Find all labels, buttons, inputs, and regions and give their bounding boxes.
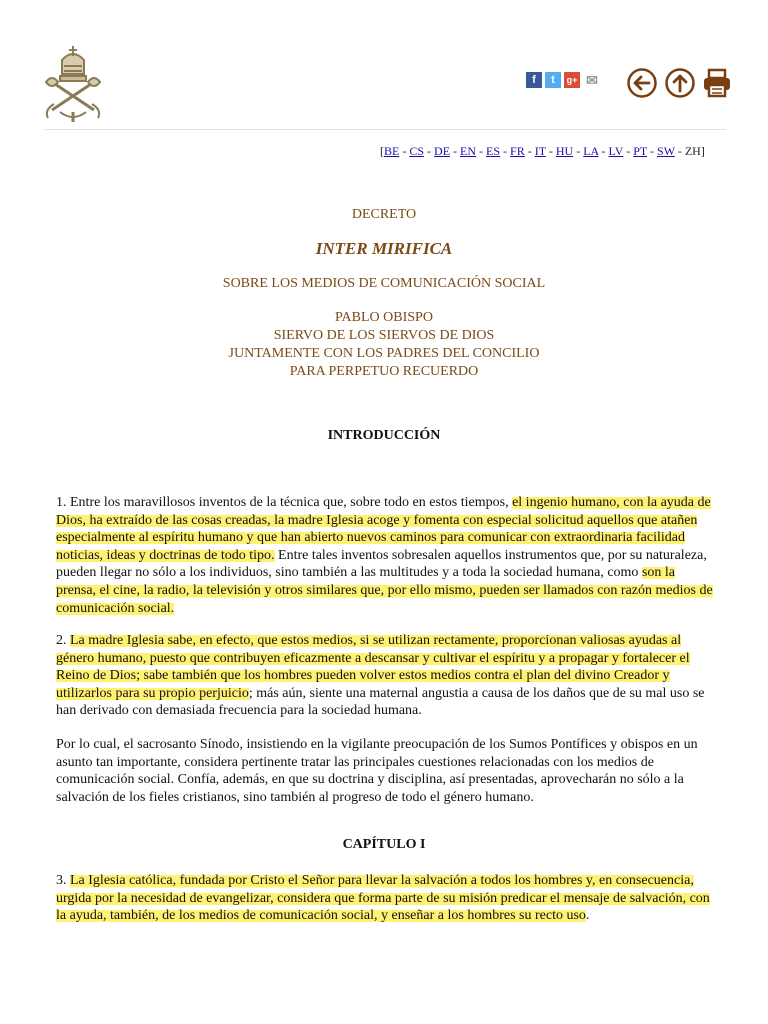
text-run: 1. Entre los maravillosos inventos de la técnica que, sobre todo en estos tiempos,: [56, 495, 513, 510]
author-line: PARA PERPETUO RECUERDO: [289, 364, 479, 379]
lang-link-lv[interactable]: LV: [608, 144, 624, 158]
author-line: SIERVO DE LOS SIERVOS DE DIOS: [273, 328, 495, 343]
up-arrow-icon[interactable]: [664, 67, 696, 99]
document-subtitle: SOBRE LOS MEDIOS DE COMUNICACIÓN SOCIAL: [222, 276, 546, 291]
section-heading-introduction: INTRODUCCIÓN: [327, 428, 441, 443]
lang-link-es[interactable]: ES: [486, 144, 501, 158]
print-icon[interactable]: [702, 67, 732, 99]
language-selector: [BE - CS - DE - EN - ES - FR - IT - HU - LA - LV - PT - SW - ZH]: [380, 144, 705, 158]
lang-link-de[interactable]: DE: [434, 144, 451, 158]
lang-link-en[interactable]: EN: [460, 144, 477, 158]
papal-crest-logo: [40, 42, 106, 124]
facebook-icon[interactable]: f: [526, 72, 542, 88]
highlighted-text: el ingenio humano, con la ayuda de Dios, ha extraído de las cosas creadas, la madre Iglesia acoge y fomenta con especial solicitud aquellos que atañen especialmente al espíritu humano y que han abierto nuevos caminos para comunicar con extraordinaria facilidad noticias, ideas y doctrinas de todo tipo.: [56, 495, 711, 563]
lang-link-cs[interactable]: CS: [409, 144, 425, 158]
text-run: Entre tales inventos sobresalen aquellos instrumentos que, por su naturaleza, pueden llegar no sólo a los individuos, sino también a las multitudes y a toda la sociedad humana, como: [56, 547, 707, 581]
paragraph-2: [56, 632, 716, 720]
twitter-icon[interactable]: t: [545, 72, 561, 88]
lang-current-zh: ZH: [684, 144, 701, 158]
paragraph-4: [56, 872, 716, 925]
paragraph-3: Por lo cual, el sacrosanto Sínodo, insistiendo en la vigilante preocupación de los Sumos Pontífices y obispos en un asunto tan importante, considera pertinente tratar las principales cuestiones relacionadas con los medios de comunicación social. Confía, además, en que su doctrina y disciplina, así presentadas, aprovecharán no sólo a la salvación de los fieles cristianos, sino también al progreso de todo el género humano.: [56, 737, 698, 805]
text-run: .: [585, 908, 590, 924]
google-plus-icon[interactable]: g+: [564, 72, 580, 88]
author-line: PABLO OBISPO: [335, 310, 433, 325]
email-icon[interactable]: ✉: [583, 72, 601, 88]
text-run: ; más aún, siente una maternal angustia a causa de los daños que de su mal uso se han derivado con demasiada frecuencia para la sociedad humana.: [56, 685, 705, 719]
paragraph-1: [56, 494, 716, 617]
highlighted-text: La madre Iglesia sabe, en efecto, que estos medios, si se utilizan rectamente, proporcionan valiosas ayudas al género humano, puesto que contribuyen eficazmente a descansar y cultivar el espíritu y a propagar y fortalecer el Reino de Dios; sabe también que los hombres pueden volver estos medios contra el plan del divino Creador y utilizarlos para su propio perjuicio: [56, 633, 690, 701]
lang-link-be[interactable]: BE: [384, 144, 400, 158]
lang-link-sw[interactable]: SW: [657, 144, 675, 158]
site-header: [0, 0, 768, 130]
header-divider: [44, 129, 726, 130]
highlighted-text: La Iglesia católica, fundada por Cristo el Señor para llevar la salvación a todos los hombres y, en consecuencia, urgida por la necesidad de evangelizar, considera que forma parte de su misión predicar el mensaje de salvación, con la ayuda, también, de los medios de comunicación social, y enseñar a los hombres su recto uso: [56, 873, 710, 924]
text-run: 2.: [56, 633, 70, 648]
highlighted-text: son la prensa, el cine, la radio, la televisión y otros similares que, por ello mismo, pueden ser llamados con razón medios de comunicación social.: [56, 565, 713, 616]
document-title: INTER MIRIFICA: [315, 239, 453, 258]
section-heading-chapter-1: CAPÍTULO I: [342, 837, 426, 852]
lang-link-hu[interactable]: HU: [555, 144, 574, 158]
share-bar: [526, 72, 601, 88]
back-arrow-icon[interactable]: [626, 67, 658, 99]
author-line: JUNTAMENTE CON LOS PADRES DEL CONCILIO: [228, 346, 540, 361]
document-authors: [0, 309, 768, 381]
lang-link-it[interactable]: IT: [534, 144, 546, 158]
lang-link-fr[interactable]: FR: [510, 144, 525, 158]
lang-link-pt[interactable]: PT: [633, 144, 648, 158]
page-tools: [626, 67, 732, 99]
document-type: DECRETO: [351, 207, 417, 222]
lang-link-la[interactable]: LA: [583, 144, 599, 158]
text-run: 3.: [56, 873, 70, 888]
